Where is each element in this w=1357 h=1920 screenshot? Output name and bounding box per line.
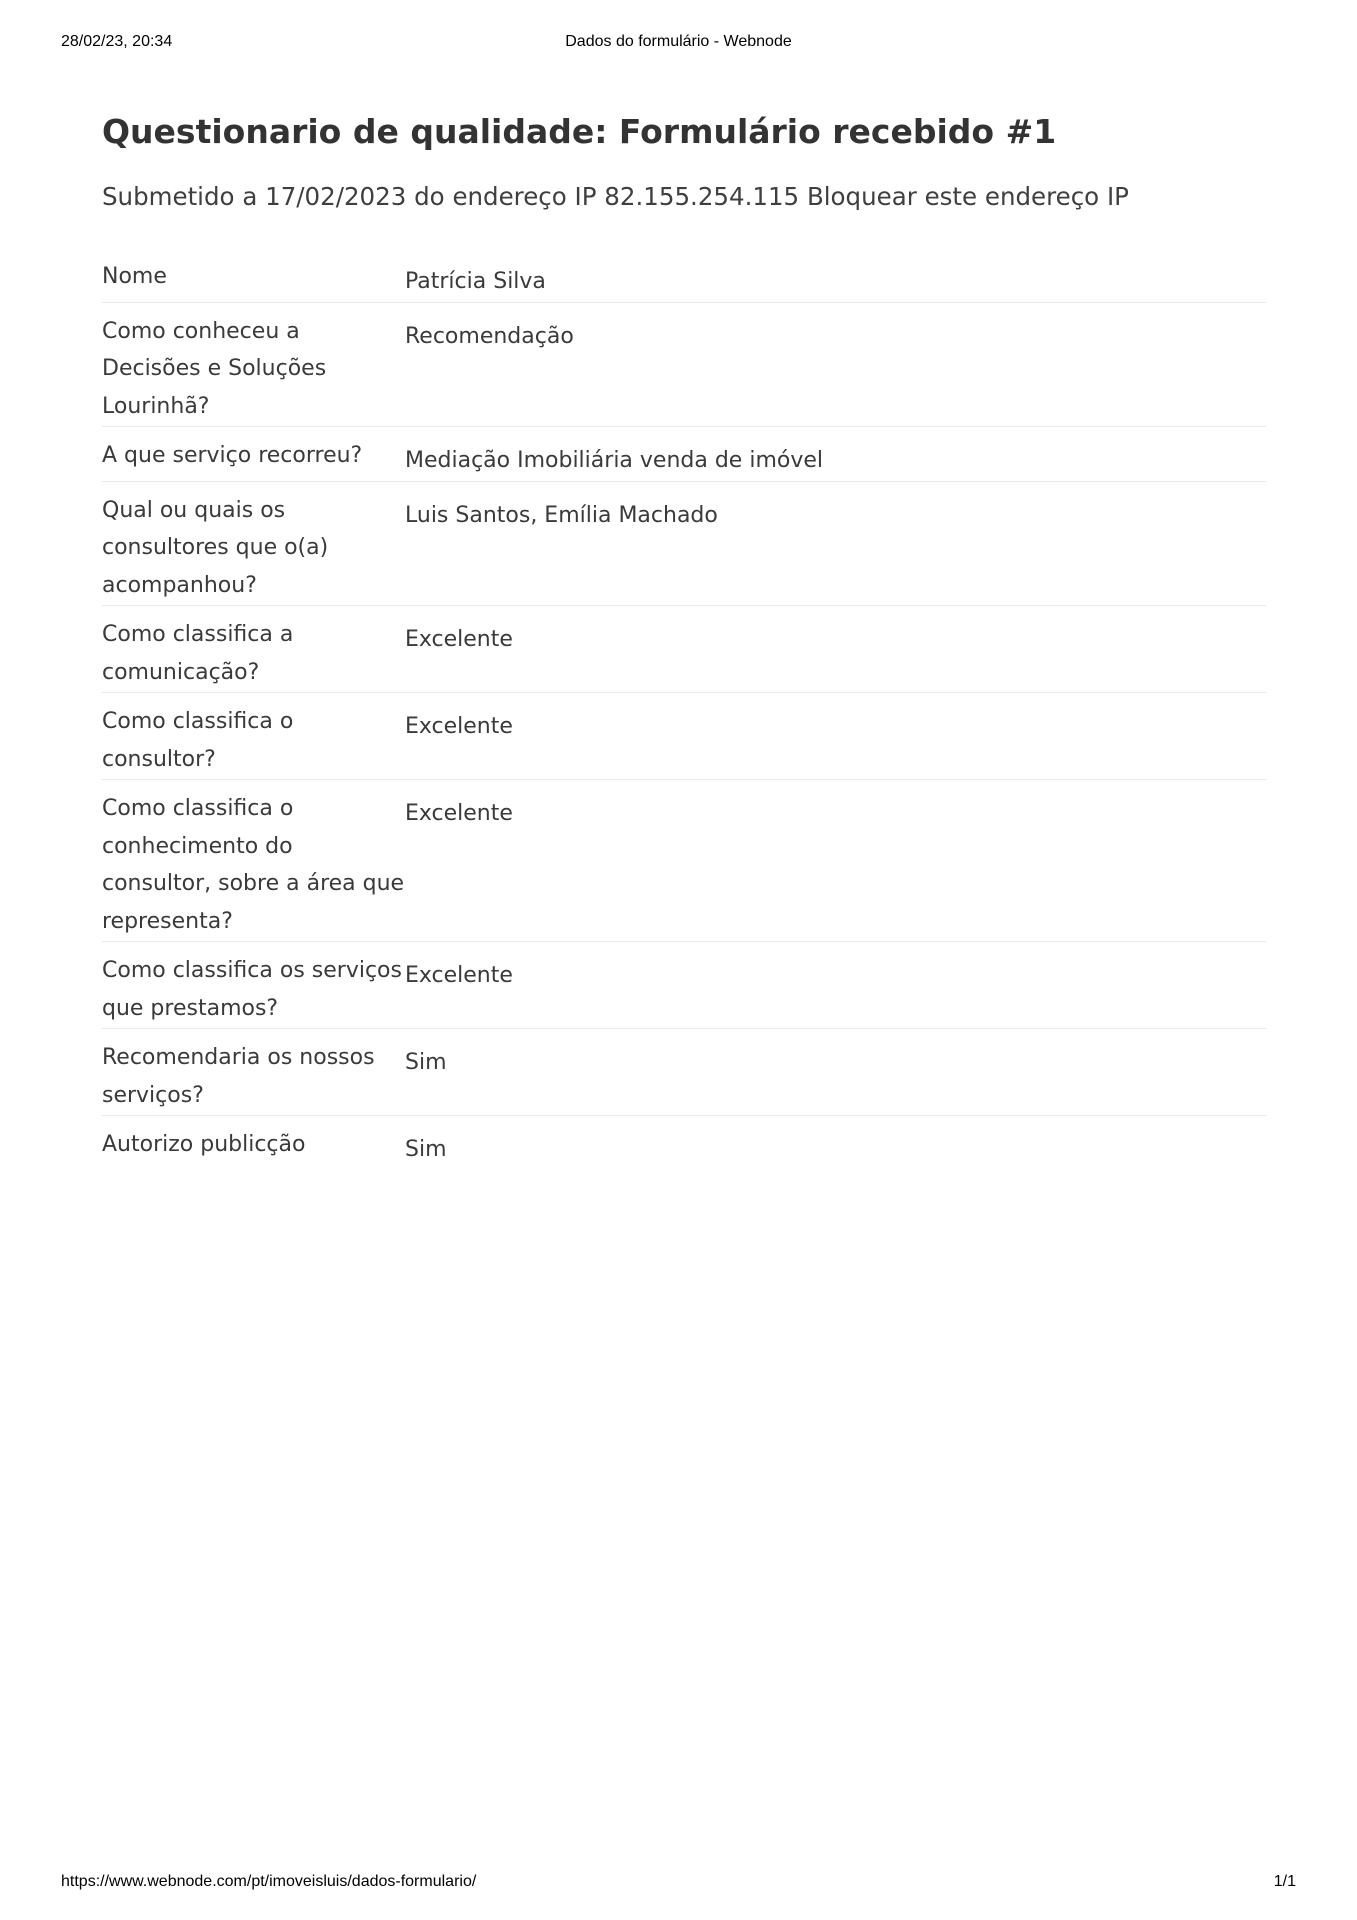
field-label: Recomendaria os nossos serviços? <box>102 1045 375 1108</box>
field-value: Mediação Imobiliária venda de imóvel <box>405 448 823 473</box>
submission-info <box>102 179 1266 215</box>
field-label: Nome <box>102 264 167 289</box>
field-value: Excelente <box>405 714 513 739</box>
field-row <box>102 606 1266 693</box>
page-title: Questionario de qualidade: Formulário recebido #1 <box>102 112 1057 151</box>
form-fields-table <box>102 248 1266 1170</box>
print-page-title: Dados do formulário - Webnode <box>565 33 792 50</box>
block-ip-link[interactable]: Bloquear este endereço IP <box>806 182 1129 211</box>
field-row <box>102 427 1266 482</box>
field-label: Qual ou quais os consultores que o(a) acompanhou? <box>102 497 329 598</box>
form-submission <box>102 108 1266 1170</box>
field-value: Sim <box>405 1050 447 1075</box>
field-row <box>102 1116 1266 1170</box>
field-value: Excelente <box>405 801 513 826</box>
field-row <box>102 248 1266 303</box>
field-value: Excelente <box>405 963 513 988</box>
print-footer <box>61 1873 1296 1897</box>
field-row <box>102 693 1266 780</box>
field-label: Como classifica os serviços que prestamos? <box>102 958 402 1021</box>
field-label: Como classifica o conhecimento do consultor, sobre a área que representa? <box>102 796 405 934</box>
field-value: Luis Santos, Emília Machado <box>405 502 718 528</box>
field-value: Patrícia Silva <box>405 269 546 294</box>
print-datetime: 28/02/23, 20:34 <box>61 33 173 50</box>
field-row <box>102 780 1266 942</box>
field-value: Excelente <box>405 627 513 652</box>
field-label: A que serviço recorreu? <box>102 443 363 468</box>
field-row <box>102 942 1266 1029</box>
field-label: Como conheceu a Decisões e Soluções Lourinhã? <box>102 318 327 419</box>
field-row <box>102 1029 1266 1116</box>
field-row <box>102 303 1266 428</box>
print-header <box>61 33 1296 57</box>
field-value: Sim <box>405 1137 447 1162</box>
submission-details: Submetido a 17/02/2023 do endereço IP 82.155.254.115 <box>102 182 800 211</box>
field-row <box>102 482 1266 607</box>
field-value: Recomendação <box>405 323 574 349</box>
field-label: Como classifica o consultor? <box>102 709 294 772</box>
field-label: Autorizo publicção <box>102 1132 306 1157</box>
print-url: https://www.webnode.com/pt/imoveisluis/dados-formulario/ <box>61 1873 477 1890</box>
field-label: Como classifica a comunicação? <box>102 622 294 685</box>
print-page-number: 1/1 <box>1273 1873 1296 1890</box>
